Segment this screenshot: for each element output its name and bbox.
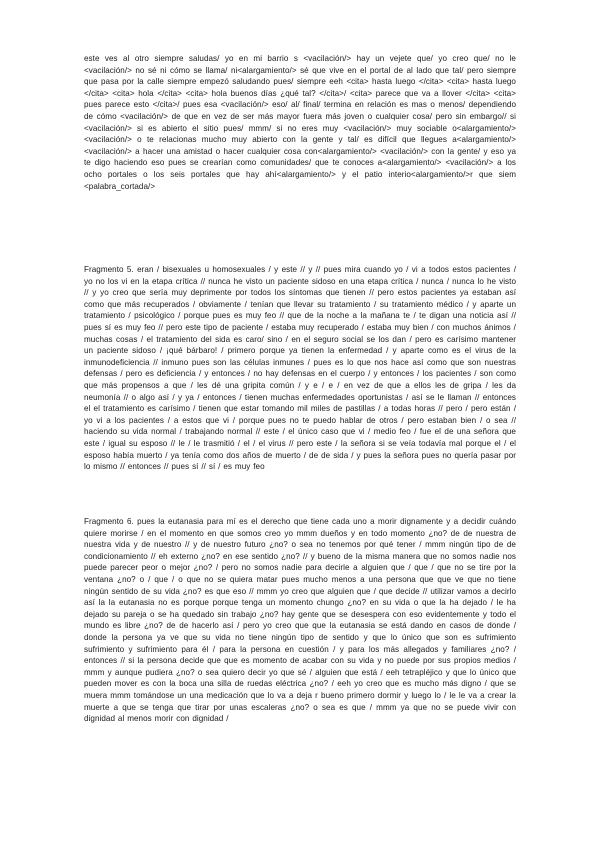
paragraph-fragment-5: Fragmento 5. eran / bisexuales u homosexuales / y este // y // pues mira cuando yo / vi a todos estos pacientes / yo no los vi en la etapa crítica // nunca he visto un paciente sidoso en una etapa crítica / nunca / nunca lo he visto // y yo creo que sería muy deprimente por todos los síntomas que tienen // pero estos pacientes ya estaban así como que más recuperados / obviamente / tenían que llevar su tratamiento / su tratamiento médico / y aparte un tratamiento / psicológico / porque pues es muy feo // que de la noche a la mañana te / te digan una noticia así // pues sí es muy feo // pero este tipo de paciente / estaba muy recuperado / estaba muy bien / con muchos ánimos / muchas cosas / el tratamiento del sida es caro/ sino / en el seguro social se los dan / pero es carísimo mantener un paciente sidoso / ¡qué bárbaro! / primero porque ya tienen la enfermedad / y aparte como es el virus de la inmunodeficiencia // inmuno pues son las células inmunes / pues es lo que nos hace así como que son nuestras defensas / pero es deficiencia / y entonces / no hay defensas en el cuerpo / y entonces / los pacientes / son como que más propensos a que / les dé una gripita común / y e / e / en vez de que a ellos les de gripa / les da neumonía // o algo así / y ya / entonces / tienen muchas enfermedades oportunistas / así se le llaman // entonces el el tratamiento es carísimo / tienen que estar tomando mil miles de pastillas / a todas horas // pero / pero están / yo vi a los pacientes / a estos que vi / porque pues no te puedo hablar de otros / pero estaban bien / o sea // haciendo su vida normal / trabajando normal // este / el único caso que vi / medio feo / fue el de una señora que este / igual su esposo // le / le trasmitió / el / el virus // pero este / la señora si se veía todavía mal porque el / el esposo había muerto / ya tenía como dos años de muerto / de de sida / y pues la señora pues no quería pasar por lo mismo // entonces // pues sí // sí / es muy feo [84,265,516,472]
paragraph-intro: este ves al otro siempre saludas/ yo en mi barrio s <vacilación/> hay un vejete que/ yo creo que/ no le <vacilación/> no sé ni cómo se llama/ ni<alargamiento/> sé que vive en el portal de al lado que tal/ pero siempre que pasa por la calle siempre empezó saludando pues/ siempre eeh <cita> hasta luego </cita> <cita> hasta luego </cita> <cita> hola </cita> <cita> hola buenos días ¿qué tal? </cita>/ <cita> parece que va a llover </cita> <cita> pues parece esto </cita>/ pues esa <vacilación/> eso/ al/ final/ termina en relación es mas o menos/ dependiendo de cómo <vacilación/> de que en vez de ser más mayor fuera más joven o cualquier cosa/ pero sin embargo// si <vacilación/> si es abierto el sitio pues/ mmm/ si no eres muy <vacilación/> muy sociable o<alargamiento/> <vacilación/> o te relacionas mucho muy abierto con la gente y tal/ es difícil que llegues a<alargamiento/> <vacilación/> a hacer una amistad o hacer cualquier cosa con<alargamiento/> <vacilación/> con la gente/ y eso ya te digo haciendo eso pues se crearían como comunidades/ que te conoces a<alargamiento/> <vacilación/> a los ocho portales o los seis portales que hay ahí<alargamiento/> y el patio interio<alargamiento/>r que siem <palabra_cortada/> [84,54,516,191]
paragraph-fragment-6: Fragmento 6. pues la eutanasia para mí es el derecho que tiene cada uno a morir dignamente y a decidir cuándo quiere morirse / en el momento en que somos creo yo mmm dueños y en todo momento ¿no? de de nuestra de nuestra vida y de nuestro // y de nuestro futuro ¿no? o sea no tenemos por qué tener / mmm ningún tipo de de condicionamiento // eh externo ¿no? en ese sentido ¿no? // y bueno de la misma manera que no somos nadie nos puede parecer peor o mejor ¿no? / pero no somos nadie para decirle a alguien que / que / que no se tire por la ventana ¿no? o / que / o que no se quiera matar pues mucho menos a una persona que que ve que no tiene ningún sentido de su vida ¿no? es que eso // mmm yo creo que alguien que / que decide // utilizar vamos a decirlo así la la eutanasia no es porque porque tenga un momento chungo ¿no? en su vida o que la ha dejado / le ha dejado su pareja o se ha quedado sin trabajo ¿no? hay gente que se desespera con eso evidentemente y todo el mundo es libre ¿no? de de hacerlo así / pero yo creo que que la eutanasia se está dando en casos de donde / donde la persona ya ve que su vida no tiene ningún tipo de sentido y que lo único que son es sufrimiento sufrimiento y sufrimiento para él / para la persona en cuestión / y para los más allegados y familiares ¿no? / entonces // si la persona decide que que es momento de acabar con su vida y no puede por sus propios medios / mmm y aunque pudiera ¿no? o sea quiero decir yo que sé / alguien que está / eeh tetrapléjico y que lo único que pueden mover es con la boca una silla de ruedas eléctrica ¿no? / eeh yo creo que es mucho más digno / que se muera mmm tomándose un una medicación que lo va a deja r bueno primero dormir y luego lo / le le va a crear la muerte a que se tenga que tirar por unas escaleras ¿no? o sea es que / mmm ya que no se puede vivir con dignidad al menos morir con dignidad / [84,517,516,724]
